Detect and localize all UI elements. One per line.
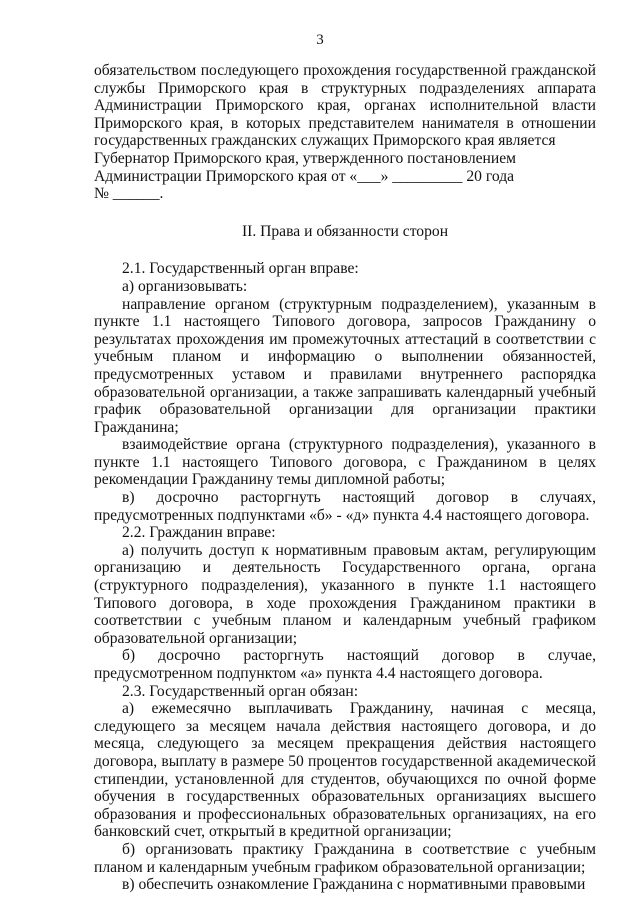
- intro-decree-line: Администрации Приморского края от «___» _________ 20 года: [94, 167, 515, 185]
- clause-2-3-a: а) ежемесячно выплачивать Гражданину, начиная с месяца, следующего за месяцем начала действия настоящего договора, и до месяца, следующего за месяцем прекращения действия настоящего договора, выплату в размере 50 процентов государственной академической стипендии, установленной для студентов, обучающихся по очной форме обучения в государственных образовательных организациях высшего образования и профессиональных образовательных организациях, на его банковский счет, открытый в кредитной организации;: [94, 700, 596, 841]
- document-body: [94, 62, 596, 894]
- clause-2-3-b: б) организовать практику Гражданина в соответствие с учебным планом и календарным учебным графиком образовательной организации;: [94, 840, 596, 876]
- clause-2-3-heading: 2.3. Государственный орган обязан:: [122, 682, 359, 700]
- clause-2-1-a-interaction: взаимодействие органа (структурного подразделения), указанного в пункте 1.1 настоящего Типового договора, с Гражданином в целях рекомендации Гражданину темы дипломной работы;: [94, 436, 596, 489]
- clause-2-1-heading: 2.1. Государственный орган вправе:: [122, 260, 359, 278]
- clause-2-1-a: а) организовывать:: [122, 277, 248, 295]
- clause-2-3-v: в) обеспечить ознакомление Гражданина с нормативными правовыми: [122, 876, 586, 894]
- clause-2-2-heading: 2.2. Гражданин вправе:: [122, 524, 276, 542]
- clause-2-1-v: в) досрочно расторгнуть настоящий договор в случаях, предусмотренных подпунктами «б» - «д» пункта 4.4 настоящего договора.: [94, 489, 596, 524]
- page-number: 3: [316, 32, 324, 48]
- clause-2-1-a-direction: направление органом (структурным подразделением), указанным в пункте 1.1 настоящего Типового договора, запросов Гражданину о результатах прохождения им промежуточных аттестаций в соответствии с учебным планом и информацию о выполнении обязанностей, предусмотренных уставом и правилами внутреннего распорядка образовательной организации, а также запрашивать календарный учебный график образовательной организации для организации практики Гражданина;: [94, 295, 596, 436]
- section-heading: II. Права и обязанности сторон: [241, 222, 449, 240]
- intro-governor-line: Губернатор Приморского края, утвержденного постановлением: [94, 149, 517, 167]
- intro-number-line: № ______.: [94, 185, 164, 203]
- clause-2-2-a: а) получить доступ к нормативным правовым актам, регулирующим организацию и деятельность Государственного органа, органа (структурного подразделения), указанного в пункте 1.1 настоящего Типового договора, в ходе прохождения Гражданином практики в соответствии с учебным планом и календарным учебный графиком образовательной организации;: [94, 541, 596, 647]
- intro-paragraph: обязательством последующего прохождения государственной гражданской службы Приморского края в структурных подразделениях аппарата Администрации Приморского края, органах исполнительной власти Приморского края, в которых представителем нанимателя в отношении государственных гражданских служащих Приморского края является: [94, 62, 596, 150]
- clause-2-2-b: б) досрочно расторгнуть настоящий договор в случае, предусмотренном подпунктом «а» пункта 4.4 настоящего договора.: [94, 647, 596, 682]
